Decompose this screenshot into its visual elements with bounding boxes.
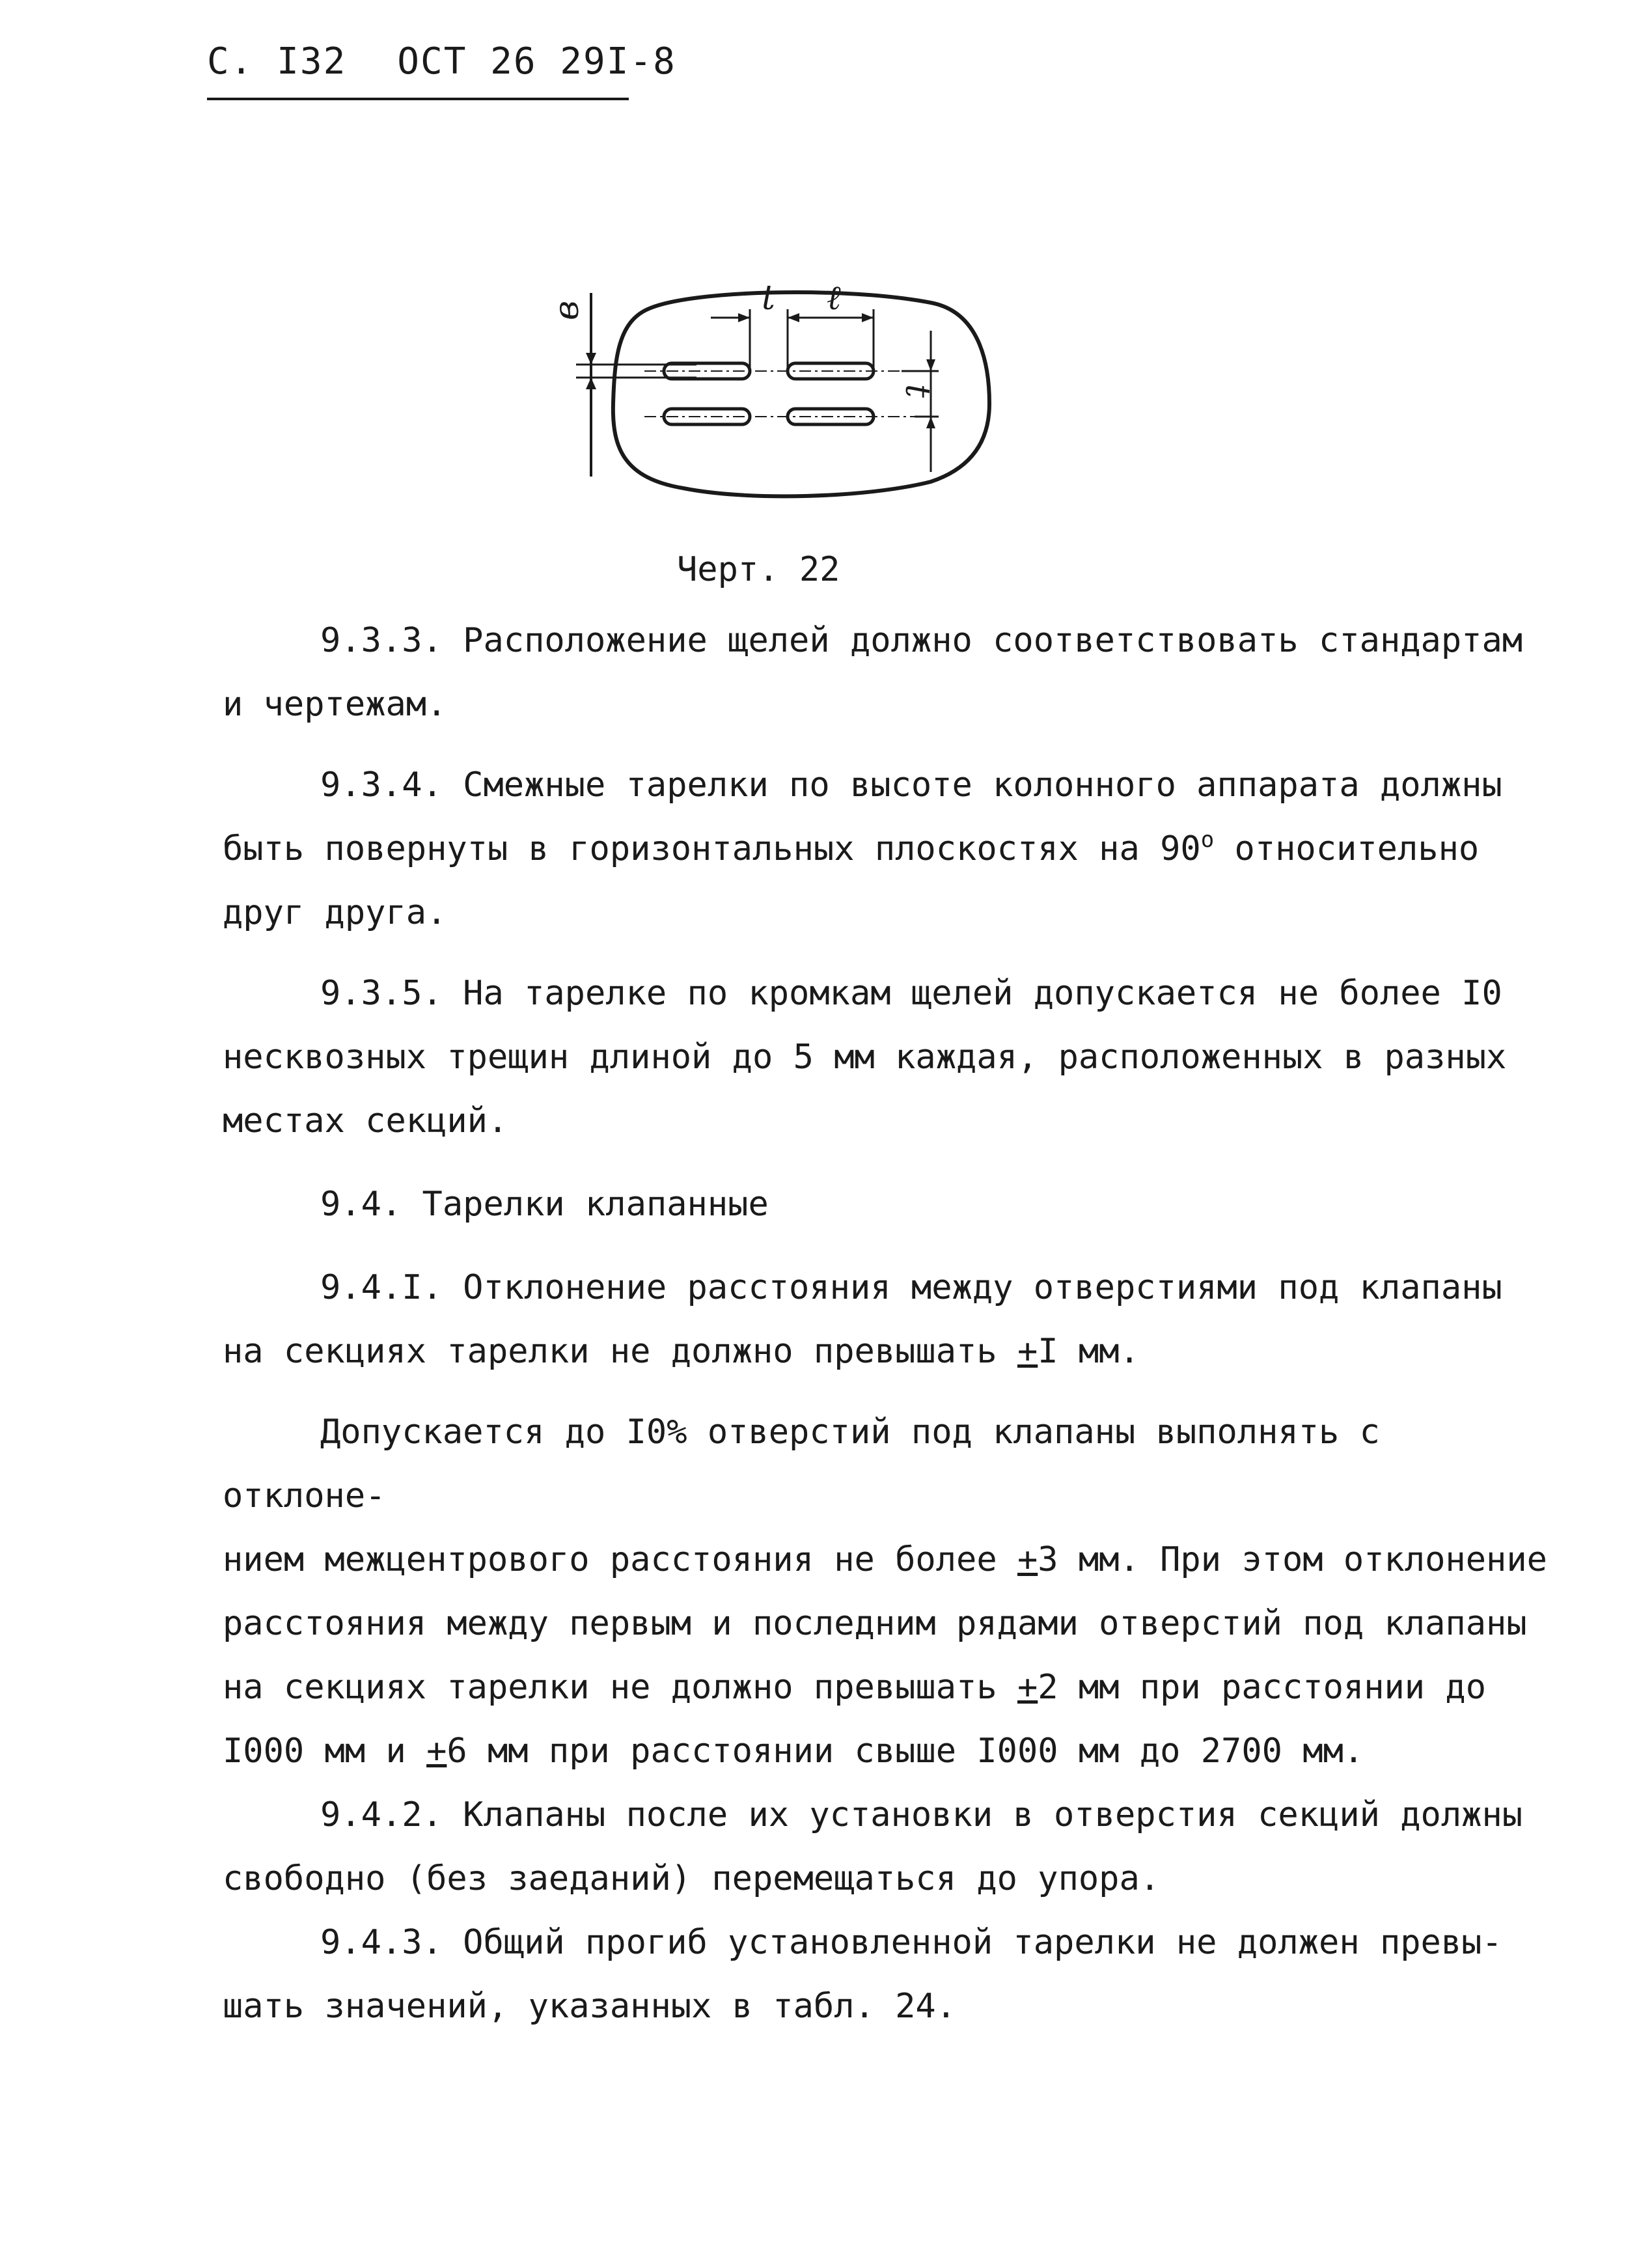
text-line: несквозных трещин длиной до 5 мм каждая, расположенных в разных [223,1038,1507,1077]
text-line: местах секций. [223,1101,508,1141]
text-line: на секциях тарелки не должно превышать [223,1668,1017,1707]
text-line: 9.4.I. Отклонение расстояния между отверстиями под клапаны [320,1268,1502,1307]
label-l: ℓ [827,279,841,318]
body-text [223,609,1550,2038]
text-line: 9.3.5. На тарелке по кромкам щелей допускается не более I0 [320,974,1502,1013]
paragraph-9-3-4 [223,753,1550,945]
text-line: I000 мм и [223,1732,427,1771]
text-line: 9.4.3. Общий прогиб установленной тарелки не должен превы- [320,1923,1502,1962]
text-line: свободно (без заеданий) перемещаться до упора. [223,1859,1161,1898]
plus-minus: + [1017,1332,1038,1371]
standard-code: ОСТ 26 29I-8 [397,40,676,83]
text-line: быть повернуты в горизонтальных плоскостях на 90 [223,829,1201,868]
text-line: 9.3.3. Расположение щелей должно соответствовать стандартам [320,621,1523,660]
paragraph-9-4-2 [223,1783,1550,1911]
slot-layout-drawing [540,273,996,521]
plus-minus: + [1017,1668,1038,1707]
paragraph-allowance [223,1400,1550,1783]
page-header [207,40,676,83]
text-line: 3 мм. При этом отклонение [1038,1540,1547,1579]
label-t-top: t [762,279,775,318]
text-line: друг друга. [223,893,447,932]
plus-minus: + [1017,1540,1038,1579]
text-line: расстояния между первым и последним рядами отверстий под клапаны [223,1604,1527,1643]
label-b: в [547,300,586,320]
paragraph-9-4-1 [223,1256,1550,1383]
text-line: 6 мм при расстоянии свыше I000 мм до 2700 мм. [447,1732,1364,1771]
text-line: I мм. [1038,1332,1140,1371]
text-line: 9.3.4. Смежные тарелки по высоте колонного аппарата должны [320,766,1502,805]
text-line: на секциях тарелки не должно превышать [223,1332,1017,1371]
text-line: и чертежам. [223,685,447,724]
section-heading-9-4: 9.4. Тарелки клапанные [320,1185,769,1224]
plus-minus: + [426,1732,447,1771]
text-line: Допускается до I0% отверстий под клапаны выполнять с отклоне- [223,1413,1380,1515]
degree-superscript: о [1200,827,1215,853]
page-number: С. I32 [207,40,347,83]
drawing-svg [540,273,996,521]
text-line: относительно [1214,829,1480,868]
paragraph-9-3-3 [223,609,1550,736]
label-t-side: t [898,384,937,398]
figure-caption: Черт. 22 [677,550,840,589]
text-line: нием межцентрового расстояния не более [223,1540,1017,1579]
paragraph-9-4-3 [223,1911,1550,2038]
header-underline [207,98,629,100]
text-line: 9.4.2. Клапаны после их установки в отверстия секций должны [320,1795,1523,1834]
text-line: 2 мм при расстоянии до [1038,1668,1487,1707]
text-line: шать значений, указанных в табл. 24. [223,1987,957,2026]
paragraph-9-3-5 [223,961,1550,1153]
